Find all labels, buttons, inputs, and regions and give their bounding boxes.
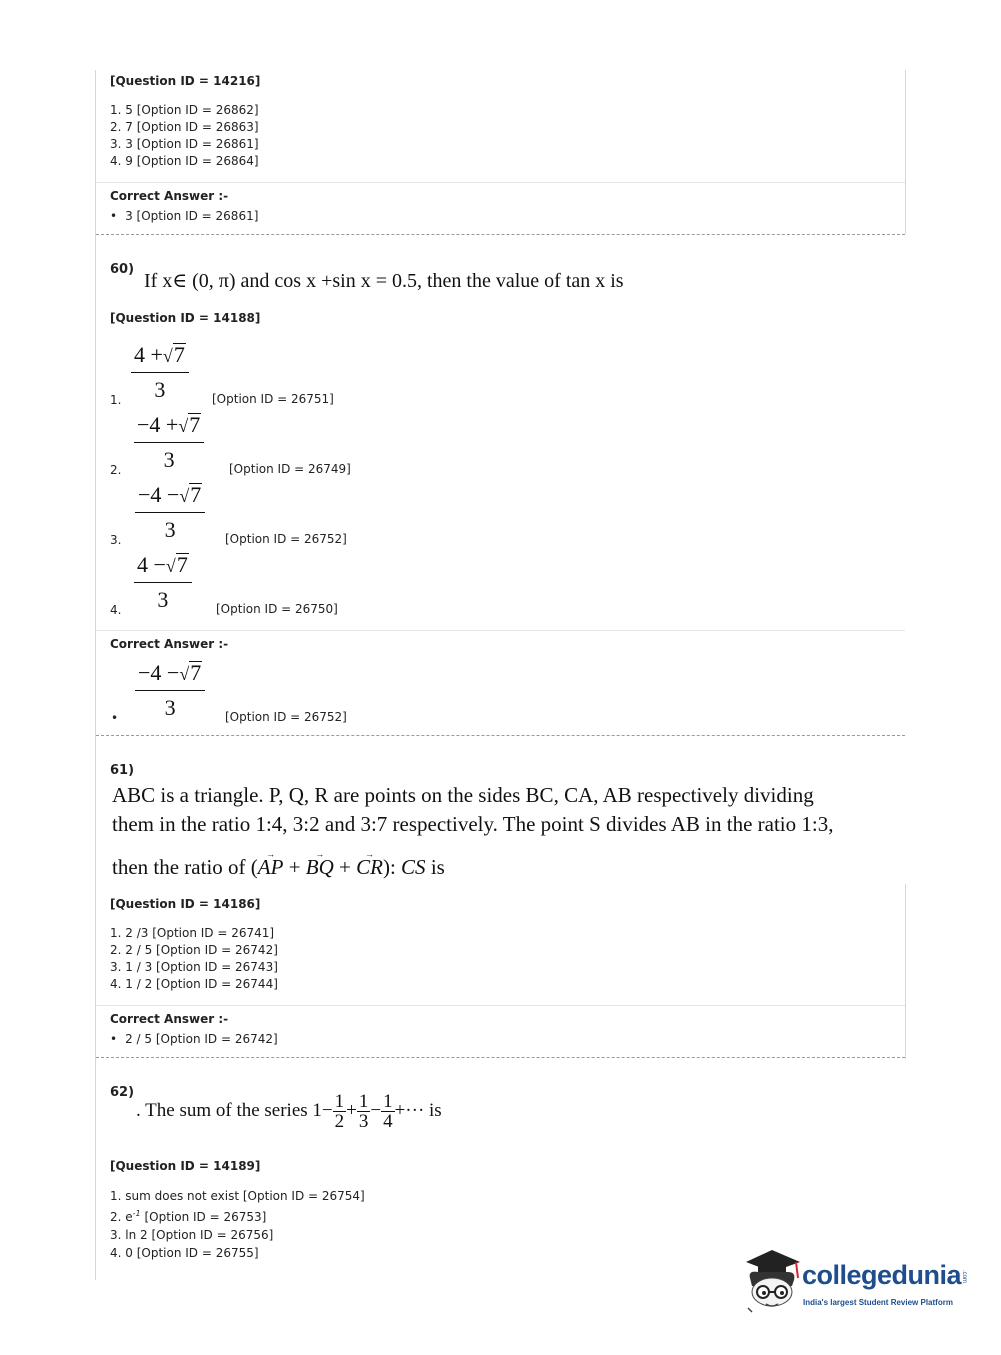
q60-opt2-den: 3 — [163, 447, 175, 472]
q60-option-4-index: 4. — [110, 603, 122, 617]
q61-line-3: then the ratio of (AP → + BQ → + CR →): CS is — [112, 853, 912, 882]
right-border — [905, 70, 906, 234]
q60-opt4-num-lead: 4 − — [137, 552, 166, 577]
q61-options — [110, 925, 278, 993]
q60-opt3-den: 3 — [164, 517, 176, 542]
q60-option-4-id: [Option ID = 26750] — [216, 602, 338, 616]
q62-option-2 — [110, 1205, 365, 1226]
question-separator — [96, 234, 905, 235]
q62-fraction-1: $\frac{1}{2}$ — [334, 1091, 345, 1132]
q60-opt1-num-lead: 4 + — [134, 342, 163, 367]
q59-option-3: 3. 3 [Option ID = 26861] — [110, 137, 259, 151]
q62-question-id: [Question ID = 14189] — [110, 1159, 261, 1173]
q60-opt4-radicand: 7 — [176, 552, 188, 577]
q61-vector-cs: CS — [401, 855, 426, 879]
q59-options — [110, 102, 259, 170]
q61-question-text — [112, 781, 912, 882]
q60-question-text: If x∈ (0, π) and cos x +sin x = 0.5, then the value of tan x is — [144, 270, 624, 292]
q62-fraction-2: $\frac{1}{3}$ — [358, 1091, 369, 1132]
mascot-icon — [742, 1248, 804, 1314]
q62-lead: . The sum of the series 1 — [136, 1099, 322, 1121]
q62-options — [110, 1187, 365, 1262]
q60-opt1-den: 3 — [154, 377, 166, 402]
logo-dotcom: .com — [961, 1270, 967, 1284]
q62-option-4: 4. 0 [Option ID = 26755] — [110, 1246, 259, 1260]
q60-correct-label: Correct Answer :- — [110, 637, 229, 651]
q60-option-2-id: [Option ID = 26749] — [229, 462, 351, 476]
q61-line-3-prefix: then the ratio of ( — [112, 855, 258, 879]
q61-vector-cr: CR → — [356, 853, 383, 882]
q59-option-1: 1. 5 [Option ID = 26862] — [110, 103, 259, 117]
q61-option-3: 3. 1 / 3 [Option ID = 26743] — [110, 960, 278, 974]
q60-correct-id: [Option ID = 26752] — [225, 710, 347, 724]
q60-opt4-den: 3 — [157, 587, 169, 612]
q62-option-1: 1. sum does not exist [Option ID = 26754] — [110, 1189, 365, 1203]
left-border — [95, 70, 96, 1280]
collegedunia-logo — [742, 1248, 982, 1316]
q61-vector-bq: BQ → — [306, 853, 334, 882]
q61-vector-ap: AP → — [258, 853, 284, 882]
q60-option-4-fraction: $\frac{4 -√7}{3}$ — [134, 552, 192, 613]
divider — [96, 1005, 905, 1006]
q60-correct-den: 3 — [164, 695, 176, 720]
q62-tail: +··· is — [394, 1099, 442, 1121]
q61-line-3-suffix: is — [430, 855, 445, 879]
q61-correct-answer: • 2 / 5 [Option ID = 26742] — [110, 1031, 278, 1048]
q62-number: 62) — [110, 1085, 135, 1100]
q62-option-2-exponent: -1 — [132, 1209, 141, 1218]
q61-correct-label: Correct Answer :- — [110, 1012, 229, 1026]
q61-option-4: 4. 1 / 2 [Option ID = 26744] — [110, 977, 278, 991]
q62-option-2-prefix: 2. e — [110, 1210, 133, 1224]
q60-opt1-radicand: 7 — [173, 342, 185, 367]
q59-question-id: [Question ID = 14216] — [110, 74, 261, 88]
logo-tagline: India's largest Student Review Platform — [803, 1298, 953, 1307]
q60-question-id: [Question ID = 14188] — [110, 311, 261, 325]
right-border-2 — [905, 884, 906, 1059]
q60-option-3-index: 3. — [110, 533, 122, 547]
q59-correct-label: Correct Answer :- — [110, 189, 229, 203]
question-separator — [96, 1057, 905, 1058]
q62-fraction-3: $\frac{1}{4}$ — [383, 1091, 393, 1132]
q60-option-1-id: [Option ID = 26751] — [212, 392, 334, 406]
q59-option-4: 4. 9 [Option ID = 26864] — [110, 154, 259, 168]
q61-option-2: 2. 2 / 5 [Option ID = 26742] — [110, 943, 278, 957]
q60-opt2-num-lead: −4 + — [137, 412, 179, 437]
q60-correct-fraction: $\frac{-4 -√7}{3}$ — [135, 660, 205, 721]
logo-wordmark: collegedunia — [802, 1260, 962, 1290]
q60-option-2-index: 2. — [110, 463, 122, 477]
q60-number: 60) — [110, 262, 135, 277]
q62-option-2-id: [Option ID = 26753] — [140, 1210, 267, 1224]
q59-option-2: 2. 7 [Option ID = 26863] — [110, 120, 259, 134]
q60-option-2-fraction: $\frac{-4 +√7}{3}$ — [134, 412, 204, 473]
q60-option-3-id: [Option ID = 26752] — [225, 532, 347, 546]
q60-option-1-fraction: $\frac{4 +√7}{3}$ — [131, 342, 189, 403]
q60-option-1-index: 1. — [110, 393, 122, 407]
q60-opt3-radicand: 7 — [190, 482, 202, 507]
q60-opt3-num-lead: −4 − — [138, 482, 180, 507]
q61-question-id: [Question ID = 14186] — [110, 897, 261, 911]
q62-option-3: 3. ln 2 [Option ID = 26756] — [110, 1228, 274, 1242]
q60-correct-radicand: 7 — [190, 660, 202, 685]
q60-opt2-radicand: 7 — [189, 412, 201, 437]
q59-correct-answer: • 3 [Option ID = 26861] — [110, 208, 258, 225]
q61-line-2: them in the ratio 1:4, 3:2 and 3:7 respectively. The point S divides AB in the ratio 1:3, — [112, 812, 834, 836]
q61-option-1: 1. 2 /3 [Option ID = 26741] — [110, 926, 275, 940]
q60-correct-bullet: • — [111, 711, 119, 725]
q62-question-text: . The sum of the series 1− $\frac{1}{2}$ + $\frac{1}{3}$ − $\frac{1}{4}$ +··· is — [136, 1091, 442, 1132]
divider — [96, 630, 905, 631]
q60-correct-num-lead: −4 − — [138, 660, 180, 685]
divider — [96, 182, 905, 183]
question-separator — [96, 735, 905, 736]
q61-line-1: ABC is a triangle. P, Q, R are points on the sides BC, CA, AB respectively dividing — [112, 783, 814, 807]
q61-number: 61) — [110, 763, 135, 778]
q60-option-3-fraction: $\frac{-4 -√7}{3}$ — [135, 482, 205, 543]
